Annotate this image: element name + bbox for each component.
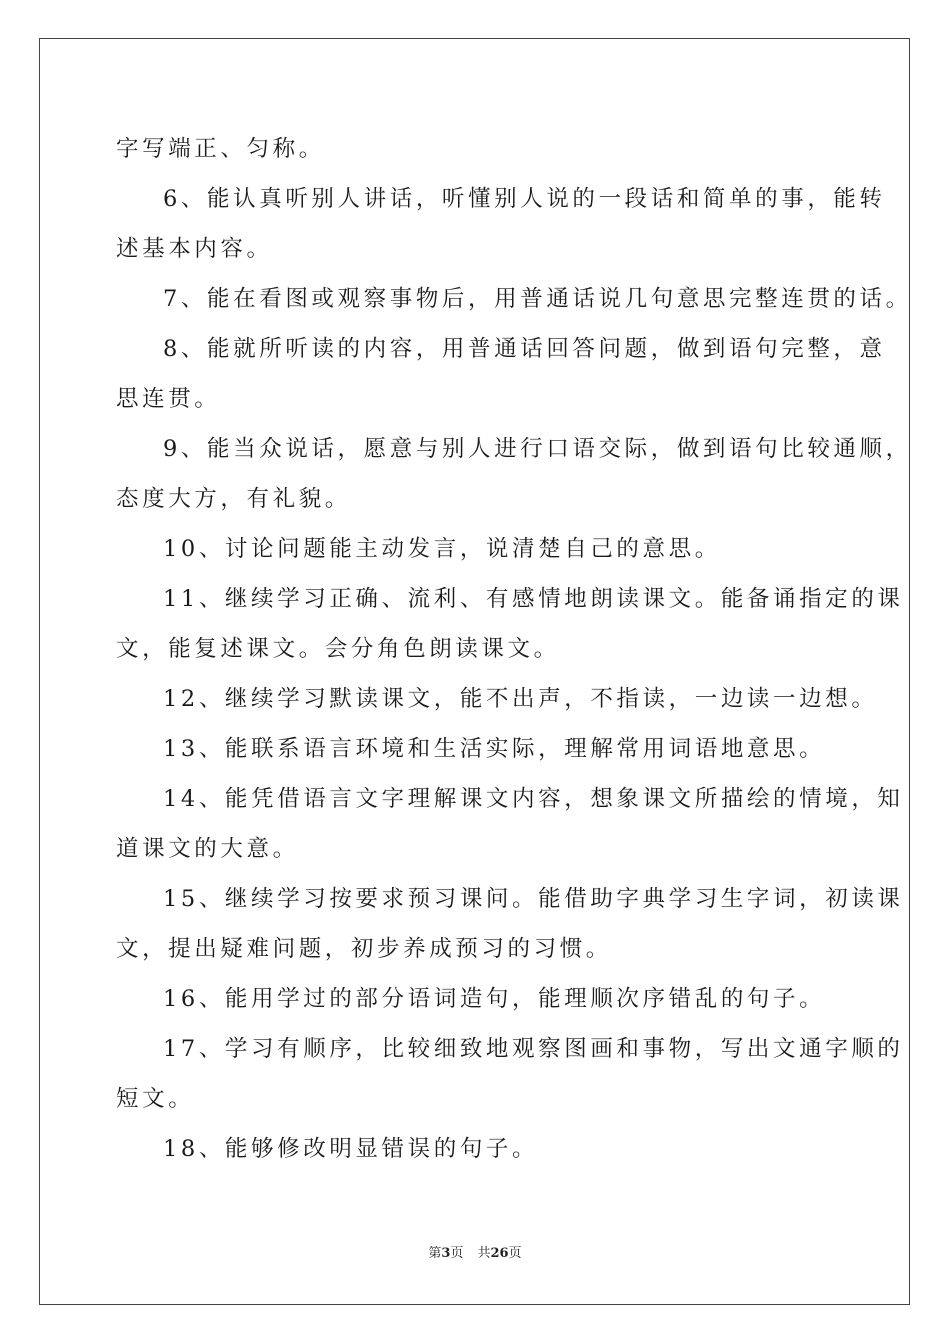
text-line: 14、能凭借语言文字理解课文内容，想象课文所描绘的情境，知 [163, 786, 904, 812]
text-line: 道课文的大意。 [116, 836, 299, 862]
text-line: 思连贯。 [116, 386, 221, 412]
page-suffix: 页 [450, 1246, 464, 1261]
page-footer [0, 1246, 950, 1262]
text-line: 6、能认真听别人讲话，听懂别人说的一段话和简单的事，能转 [163, 186, 886, 212]
text-line: 文，提出疑难问题，初步养成预习的习惯。 [116, 936, 612, 962]
text-line: 15、继续学习按要求预习课问。能借助字典学习生字词，初读课 [163, 886, 904, 912]
text-line: 7、能在看图或观察事物后，用普通话说几句意思完整连贯的话。 [163, 286, 912, 312]
text-line: 18、能够修改明显错误的句子。 [163, 1136, 539, 1162]
page-number: 3 [441, 1246, 451, 1261]
text-line: 10、讨论问题能主动发言，说清楚自己的意思。 [163, 536, 721, 562]
text-line: 13、能联系语言环境和生活实际，理解常用词语地意思。 [163, 736, 826, 762]
text-line: 12、继续学习默读课文，能不出声，不指读，一边读一边想。 [163, 686, 878, 712]
total-suffix: 页 [508, 1246, 522, 1261]
text-line: 9、能当众说话，愿意与别人进行口语交际，做到语句比较通顺， [163, 436, 912, 462]
text-line: 11、继续学习正确、流利、有感情地朗读课文。能备诵指定的课 [163, 586, 904, 612]
text-line: 8、能就所听读的内容，用普通话回答问题，做到语句完整，意 [163, 336, 886, 362]
text-line: 态度大方，有礼貌。 [116, 486, 351, 512]
page-prefix: 第 [428, 1246, 442, 1261]
page-total: 26 [490, 1246, 509, 1261]
text-line: 文，能复述课文。会分角色朗读课文。 [116, 636, 560, 662]
text-line: 述基本内容。 [116, 236, 273, 262]
page-border [39, 38, 910, 1305]
text-line: 16、能用学过的部分语词造句，能理顺次序错乱的句子。 [163, 986, 826, 1012]
text-line: 17、学习有顺序，比较细致地观察图画和事物，写出文通字顺的 [163, 1036, 904, 1062]
text-line: 字写端正、匀称。 [116, 136, 325, 162]
total-prefix: 共 [477, 1246, 491, 1261]
text-line: 短文。 [116, 1086, 195, 1112]
